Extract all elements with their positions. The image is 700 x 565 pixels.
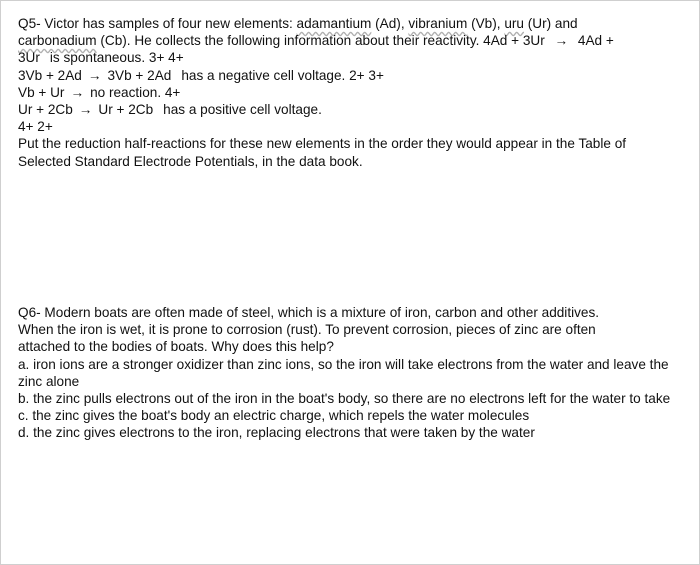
q6-line-1: Q6- Modern boats are often made of steel, which is a mixture of iron, carbon and other additives. — [18, 305, 600, 320]
word-vibranium: vibranium — [408, 16, 468, 31]
q5-line-1 — [18, 15, 688, 32]
answer-option-a: a. iron ions are a stronger oxidizer than zinc ions, so the iron will take electrons from the water and leave the zinc alone — [18, 356, 669, 389]
q6-line-2: When the iron is wet, it is prone to corrosion (rust). To prevent corrosion, pieces of zinc are often — [18, 322, 596, 338]
answer-option-d: d. the zinc gives electrons to the iron, replacing electrons that were taken by the water — [18, 425, 535, 441]
word-adamantium: adamantium — [296, 16, 372, 31]
q5-text: Q5- Victor has samples of four new elements: — [18, 16, 297, 31]
reaction-arrow-icon: → — [70, 84, 85, 100]
q5-line-6 — [18, 101, 688, 118]
q5-text: 3Vb + 2Ad — [18, 67, 82, 83]
word-uru: uru — [504, 16, 524, 31]
q5-line-7: 4+ 2+ — [18, 119, 53, 135]
q5-text: Vb + Ur — [18, 84, 65, 100]
q5-text: 3Ur — [18, 50, 40, 66]
q5-text: (Vb), — [467, 16, 505, 31]
q5-line-5 — [18, 84, 688, 101]
q5-line-4 — [18, 67, 688, 84]
answer-option-b: b. the zinc pulls electrons out of the iron in the boat's body, so there are no electrons left for the water to take — [18, 391, 671, 407]
q5-line-9: Selected Standard Electrode Potentials, in the data book. — [18, 153, 363, 169]
q5-text: no reaction. 4+ — [90, 84, 181, 100]
q5-line-2 — [18, 32, 688, 49]
q5-text: 3Vb + 2Ad — [107, 67, 172, 83]
question-6 — [18, 304, 688, 442]
q6-line-3: attached to the bodies of boats. Why does this help? — [18, 339, 334, 355]
q5-line-3 — [18, 49, 688, 66]
q5-text: Ur + 2Cb — [98, 102, 154, 118]
q5-text: (Cb). He collects the following information about their reactivity. 4Ad + 3Ur — [96, 33, 549, 49]
q5-text: 4Ad + — [574, 33, 614, 49]
reaction-arrow-icon: → — [87, 67, 102, 83]
q5-text: Ur + 2Cb — [18, 102, 73, 118]
word-carbonadium: carbonadium — [18, 33, 97, 49]
reaction-arrow-icon: → — [554, 33, 569, 49]
q5-text: (Ad), — [371, 16, 409, 31]
question-5 — [18, 15, 688, 170]
answer-option-c: c. the zinc gives the boat's body an electric charge, which repels the water molecules — [18, 408, 530, 424]
q5-text: has a negative cell voltage. 2+ 3+ — [181, 67, 384, 83]
reaction-arrow-icon: → — [78, 102, 93, 118]
q5-line-8: Put the reduction half-reactions for these new elements in the order they would appear in the Table of — [18, 136, 627, 152]
q5-text: is spontaneous. 3+ 4+ — [49, 50, 184, 66]
q5-text: (Ur) and — [523, 16, 578, 31]
q5-text: has a positive cell voltage. — [163, 102, 322, 118]
